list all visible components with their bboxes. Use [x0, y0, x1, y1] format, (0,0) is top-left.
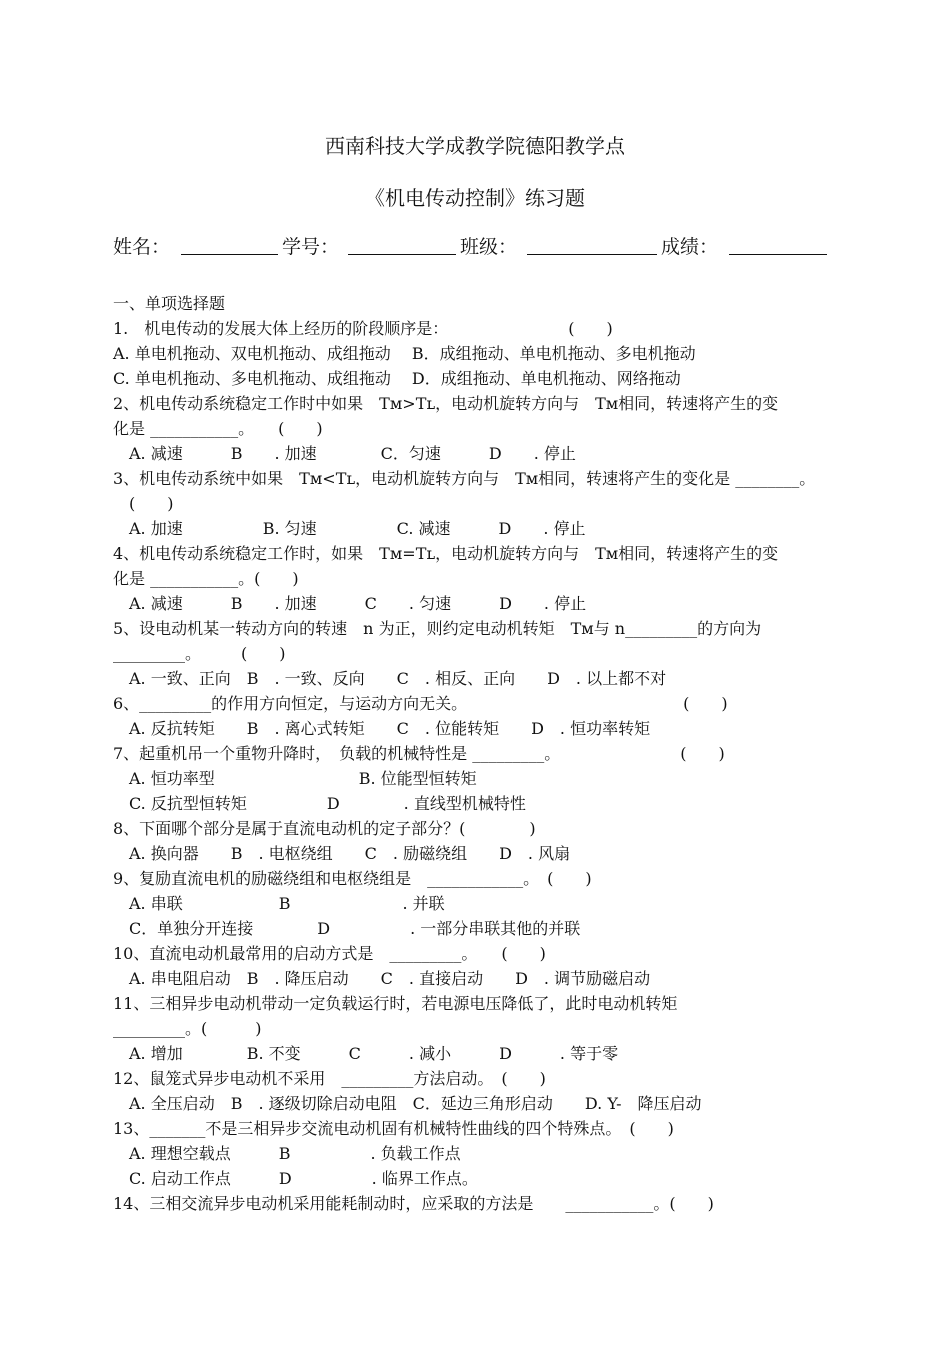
section-heading: 一、单项选择题 [113, 294, 226, 313]
q10-options: A. 串电阻启动 B . 降压启动 C . 直接启动 D . 调节励磁启动 [113, 969, 651, 988]
score-label: 成绩： [661, 236, 719, 258]
class-field[interactable] [527, 254, 657, 255]
q8-options: A. 换向器 B . 电枢绕组 C . 励磁绕组 D . 风扇 [113, 844, 571, 863]
q12-options: A. 全压启动 B . 逐级切除启动电阻 C．延边三角形启动 D. Y- 降压启动 [113, 1094, 702, 1113]
q9-options-ab: A. 串联 B . 并联 [113, 894, 445, 913]
question-7: 7、起重机吊一个重物升降时， 负载的机械特性是 _________。 ( ) [113, 744, 725, 763]
question-2-cont: 化是 ___________。 ( ) [113, 419, 323, 438]
school-title: 西南科技大学成教学院德阳教学点 [325, 134, 625, 158]
question-3: 3、机电传动系统中如果 Tм<Tʟ，电动机旋转方向与 Tм相同，转速将产生的变化是 ________。 [113, 469, 816, 488]
question-9: 9、复励直流电机的励磁绕组和电枢绕组是 ____________。 ( ) [113, 869, 592, 888]
question-2: 2、机电传动系统稳定工作时中如果 Tм>Tʟ，电动机旋转方向与 Tм相同，转速将产生的变 [113, 394, 779, 413]
q11-options: A. 增加 B. 不变 C . 减小 D . 等于零 [113, 1044, 619, 1063]
q3-options: A. 加速 B. 匀速 C. 减速 D . 停止 [113, 519, 586, 538]
student-id-field[interactable] [348, 254, 456, 255]
question-5-cont: _________。 ( ) [113, 644, 286, 663]
question-8: 8、下面哪个部分是属于直流电动机的定子部分？( ) [113, 819, 536, 838]
exam-title: 《机电传动控制》练习题 [365, 186, 585, 210]
q1-options-ab: A. 单电机拖动、双电机拖动、成组拖动 B．成组拖动、单电机拖动、多电机拖动 [113, 344, 696, 363]
question-12: 12、鼠笼式异步电动机不采用 _________方法启动。 ( ) [113, 1069, 546, 1088]
question-13: 13、_______不是三相异步交流电动机固有机械特性曲线的四个特殊点。 ( ) [113, 1119, 674, 1138]
class-label: 班级： [460, 236, 518, 258]
q5-options: A. 一致、正向 B . 一致、反向 C . 相反、正向 D . 以上都不对 [113, 669, 667, 688]
score-field[interactable] [729, 254, 827, 255]
question-3-cont: ( ) [113, 494, 174, 513]
q1-options-cd: C. 单电机拖动、多电机拖动、成组拖动 D．成组拖动、单电机拖动、网络拖动 [113, 369, 681, 388]
student-id-label: 学号： [282, 236, 340, 258]
q7-options-cd: C. 反抗型恒转矩 D . 直线型机械特性 [113, 794, 526, 813]
question-5: 5、设电动机某一转动方向的转速 n 为正，则约定电动机转矩 Tм与 n_________的方向为 [113, 619, 762, 638]
q7-options-ab: A. 恒功率型 B. 位能型恒转矩 [113, 769, 477, 788]
q4-options: A. 减速 B . 加速 C . 匀速 D . 停止 [113, 594, 587, 613]
q6-options: A. 反抗转矩 B . 离心式转矩 C . 位能转矩 D . 恒功率转矩 [113, 719, 651, 738]
question-14: 14、三相交流异步电动机采用能耗制动时，应采取的方法是 ___________。( ) [113, 1194, 714, 1213]
name-field[interactable] [181, 254, 278, 255]
q9-options-cd: C．单独分开连接 D . 一部分串联其他的并联 [113, 919, 581, 938]
question-6: 6、_________的作用方向恒定，与运动方向无关。 ( ) [113, 694, 728, 713]
question-1: 1. 机电传动的发展大体上经历的阶段顺序是： ( ) [113, 319, 613, 338]
q13-options-ab: A. 理想空载点 B . 负载工作点 [113, 1144, 461, 1163]
name-label: 姓名： [113, 236, 171, 258]
question-11-cont: _________。( ) [113, 1019, 262, 1038]
question-10: 10、直流电动机最常用的启动方式是 _________。 ( ) [113, 944, 546, 963]
question-4: 4、机电传动系统稳定工作时，如果 Tм=Tʟ，电动机旋转方向与 Tм相同，转速将产生的变 [113, 544, 779, 563]
q13-options-cd: C. 启动工作点 D . 临界工作点。 [113, 1169, 478, 1188]
question-11: 11、三相异步电动机带动一定负载运行时，若电源电压降低了，此时电动机转矩 [113, 994, 678, 1013]
q2-options: A. 减速 B . 加速 C．匀速 D . 停止 [113, 444, 576, 463]
question-4-cont: 化是 ___________。( ) [113, 569, 299, 588]
